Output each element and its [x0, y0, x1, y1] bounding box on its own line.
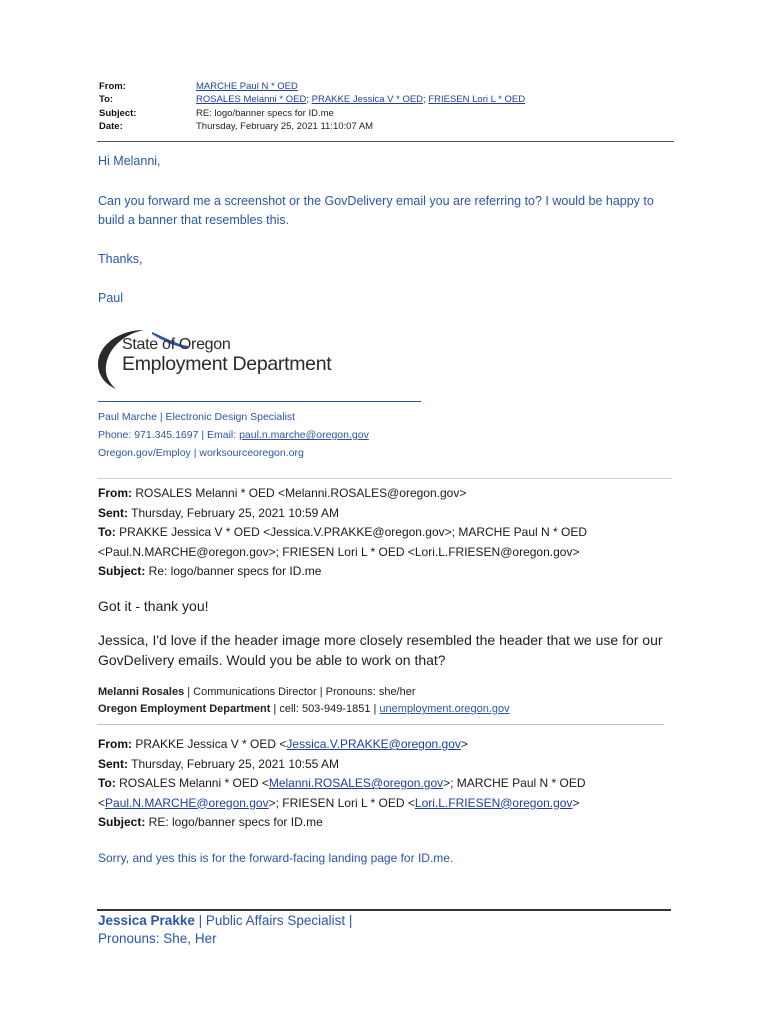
header-from-row: [99, 80, 525, 93]
to-link-friesen[interactable]: FRIESEN Lori L * OED: [428, 94, 526, 106]
fwd2-subject: RE: logo/banner specs for ID.me: [145, 815, 323, 829]
melanni-cell: | cell: 503-949-1851 |: [270, 703, 380, 715]
forward1-header: [98, 484, 587, 582]
header-divider: [97, 141, 674, 142]
melanni-name: Melanni Rosales: [98, 686, 185, 698]
to-link-prakke[interactable]: PRAKKE Jessica V * OED: [311, 94, 424, 106]
signature-title: Paul Marche | Electronic Design Specialist: [98, 411, 296, 423]
fwd1-subject: Re: logo/banner specs for ID.me: [145, 564, 322, 578]
jessica-signature-divider: [97, 909, 671, 911]
message1-body-line1: Can you forward me a screenshot or the GovDelivery email you are referring to? I would be happy to: [98, 194, 654, 208]
fwd1-to-line1: PRAKKE Jessica V * OED <Jessica.V.PRAKKE@oregon.gov>; MARCHE Paul N * OED: [115, 525, 588, 539]
date-value: Thursday, February 25, 2021 11:10:07 AM: [196, 121, 374, 133]
message2-body: [98, 630, 678, 670]
header-to-row: To: ROSALES Melanni * OED; PRAKKE Jessica V * OED; FRIESEN Lori L * OED: [99, 94, 526, 106]
melanni-link[interactable]: unemployment.oregon.gov: [379, 703, 510, 715]
signature-melanni: [98, 684, 510, 718]
fwd1-to-label: To:: [98, 525, 116, 539]
signature-jessica: [98, 912, 352, 948]
from-link[interactable]: MARCHE Paul N * OED: [196, 81, 298, 92]
forward2-divider: [97, 724, 664, 725]
melanni-org: Oregon Employment Department: [98, 703, 271, 715]
message1-body-line2: build a banner that resembles this.: [98, 213, 290, 227]
fwd2-sent: Thursday, February 25, 2021 10:55 AM: [128, 756, 340, 771]
fwd2-to-email-rosales[interactable]: Melanni.ROSALES@oregon.gov: [268, 776, 444, 790]
header-date-row: [99, 120, 525, 133]
message3-body: Sorry, and yes this is for the forward-facing landing page for ID.me.: [98, 851, 454, 865]
signature-divider: [98, 401, 421, 402]
fwd1-from: ROSALES Melanni * OED <Melanni.ROSALES@oregon.gov>: [132, 486, 467, 500]
greeting: Hi Melanni,: [98, 154, 161, 168]
message2-body-line2: GovDelivery emails. Would you be able to work on that?: [98, 652, 446, 668]
fwd2-subject-label: Subject:: [98, 815, 146, 829]
jessica-name: Jessica Prakke: [98, 913, 195, 928]
header-subject-row: [99, 107, 525, 120]
melanni-title: | Communications Director | Pronouns: she/her: [184, 686, 416, 698]
fwd2-to-label: To:: [98, 776, 116, 790]
fwd1-sent-label: Sent:: [98, 505, 128, 520]
subject-label: Subject:: [99, 107, 137, 119]
fwd1-subject-label: Subject:: [98, 564, 146, 578]
signature-phone: Phone: 971.345.1697 | Email:: [98, 429, 240, 441]
to-label: To:: [99, 94, 114, 106]
fwd2-from-label: From:: [98, 737, 132, 751]
email-header: [99, 80, 525, 134]
fwd2-to-email-marche[interactable]: Paul.N.MARCHE@oregon.gov: [105, 795, 269, 810]
fwd2-to-email-friesen[interactable]: Lori.L.FRIESEN@oregon.gov: [414, 795, 573, 810]
to-link-rosales[interactable]: ROSALES Melanni * OED: [196, 94, 307, 106]
forward-divider: [97, 478, 672, 479]
oregon-employment-logo: [96, 328, 336, 392]
message1-thanks: Thanks,: [98, 252, 143, 266]
signature-paul: [98, 408, 369, 462]
signature-links: Oregon.gov/Employ | worksourceoregon.org: [98, 447, 304, 459]
fwd2-from-email-link[interactable]: Jessica.V.PRAKKE@oregon.gov: [286, 737, 461, 751]
fwd1-from-label: From:: [98, 486, 132, 500]
subject-value: RE: logo/banner specs for ID.me: [196, 107, 334, 119]
fwd1-sent: Thursday, February 25, 2021 10:59 AM: [128, 505, 340, 520]
forward2-header: From: PRAKKE Jessica V * OED <Jessica.V.PRAKKE@oregon.gov> Sent: Thursday, February 25, 2021 10:55 AM To: ROSALES Melanni * OED <Melanni.ROSALES@oregon.gov>; MARCHE Paul N * OED <Paul.N.MARCHE@oregon.gov>; FRIESEN Lori L * OED <Lori.L.FRIESEN@oregon.gov> Subject: RE: logo/banner specs for ID.me: [98, 737, 586, 829]
logo-line1: State of Oregon: [122, 336, 231, 353]
fwd2-sent-label: Sent:: [98, 756, 128, 771]
fwd1-to-line2: <Paul.N.MARCHE@oregon.gov>; FRIESEN Lori L * OED <Lori.L.FRIESEN@oregon.gov>: [98, 544, 580, 559]
jessica-pronouns: Pronouns: She, Her: [98, 931, 217, 946]
signature-email-link[interactable]: paul.n.marche@oregon.gov: [239, 429, 369, 441]
message2-got-it: Got it - thank you!: [98, 598, 209, 614]
jessica-title: | Public Affairs Specialist |: [194, 913, 353, 928]
logo-line2: Employment Department: [122, 353, 332, 375]
from-label: From:: [99, 81, 126, 92]
message1-name: Paul: [98, 291, 124, 305]
message2-body-line1: Jessica, I'd love if the header image more closely resembled the header that we use for our: [98, 632, 663, 648]
date-label: Date:: [99, 121, 123, 133]
